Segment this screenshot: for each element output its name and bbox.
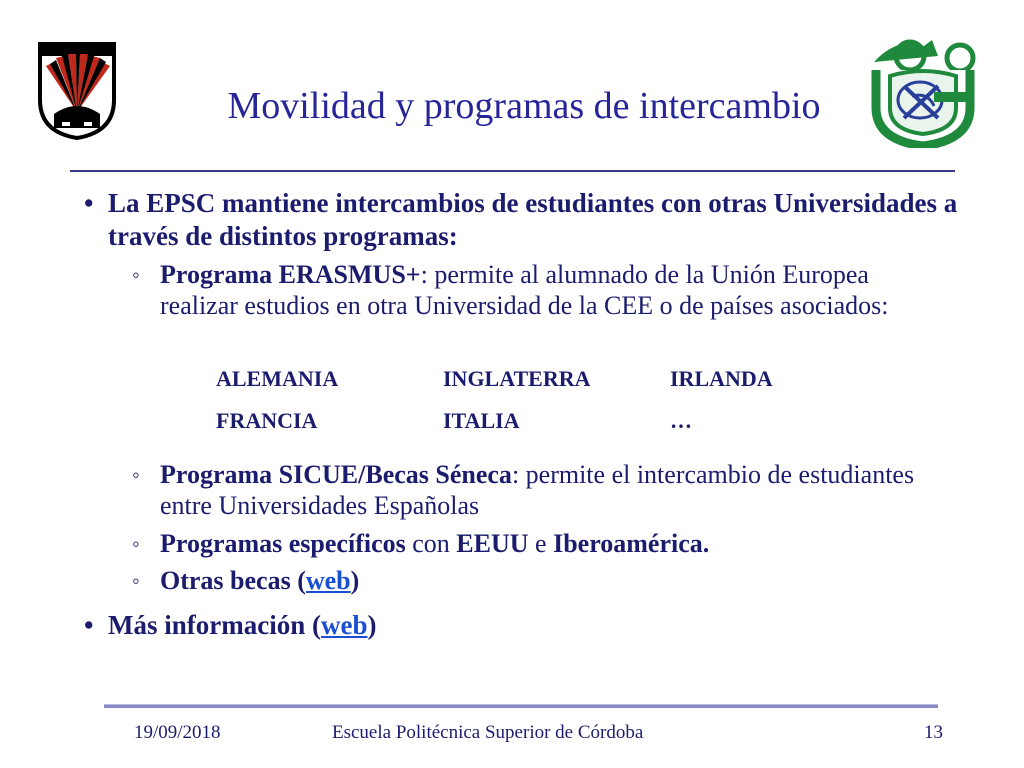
- country-name: IRLANDA: [670, 366, 773, 391]
- bullet-item: [84, 187, 964, 253]
- sub-bullet-marker: ◦: [132, 531, 140, 556]
- sub-bullet-marker: ◦: [132, 262, 140, 287]
- specific-iberoamerica: Iberoamérica.: [553, 529, 710, 558]
- specific-label: Programas específicos: [160, 529, 406, 558]
- sub-bullet-marker: ◦: [132, 462, 140, 487]
- sicue-description: : permite el intercambio de estudiantes entre Universidades Españolas: [160, 460, 915, 520]
- bullet-item-more-info: [84, 609, 964, 642]
- sub-bullet-other-grants: [132, 565, 932, 596]
- sub-bullet-erasmus: [132, 259, 932, 321]
- bullet-marker: •: [84, 188, 94, 218]
- sub-bullet-marker: ◦: [132, 568, 140, 593]
- country-name: ALEMANIA: [216, 366, 339, 391]
- slide-title: Movilidad y programas de intercambio: [227, 85, 821, 127]
- specific-connector: con: [405, 529, 457, 558]
- erasmus-description: : permite al alumnado de la Unión Europea realizar estudios en otra Universidad de la CEE o de países asociados:: [160, 260, 889, 320]
- footer-date: 19/09/2018: [134, 722, 221, 743]
- other-grants-close: ): [350, 566, 360, 595]
- other-grants-label: Otras becas (: [160, 566, 306, 595]
- more-info-web-link[interactable]: web: [320, 610, 368, 640]
- bullet-marker: •: [84, 610, 94, 640]
- more-info-close: ): [367, 610, 377, 640]
- more-info-label: Más información (: [108, 610, 321, 640]
- country-name: ITALIA: [443, 408, 520, 433]
- specific-connector-2: e: [528, 529, 554, 558]
- country-name: INGLATERRA: [443, 366, 591, 391]
- country-name: FRANCIA: [216, 408, 318, 433]
- sub-bullet-sicue: [132, 459, 932, 521]
- other-grants-web-link[interactable]: web: [305, 566, 351, 595]
- specific-eeuu: EEUU: [456, 529, 529, 558]
- footer-divider: [104, 704, 938, 708]
- sicue-label: Programa SICUE/Becas Séneca: [160, 460, 512, 489]
- sub-bullet-specific: [132, 528, 932, 559]
- country-ellipsis: …: [670, 408, 692, 433]
- erasmus-label: Programa ERASMUS+: [160, 260, 421, 289]
- footer-page-number: 13: [924, 722, 943, 743]
- footer-school: Escuela Politécnica Superior de Córdoba: [332, 722, 644, 743]
- bullet-text: La EPSC mantiene intercambios de estudiantes con otras Universidades a través de distintos programas:: [108, 188, 958, 251]
